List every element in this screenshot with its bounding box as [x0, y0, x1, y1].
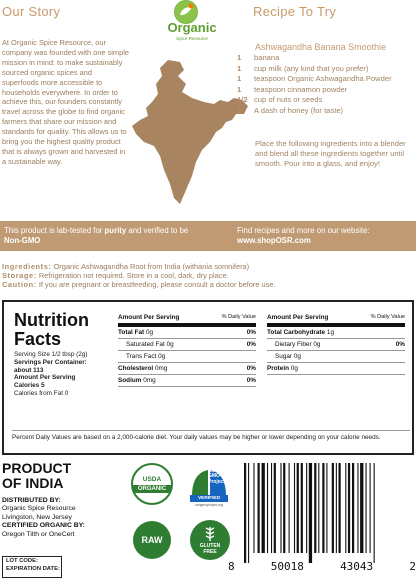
caution-label: Caution:: [2, 280, 37, 289]
raw-badge: [133, 521, 171, 559]
our-story-heading: Our Story: [2, 4, 61, 19]
product-origin-line1: PRODUCT: [2, 460, 72, 476]
barcode-bar: [248, 463, 249, 563]
col-dv: % Daily Value: [221, 314, 256, 320]
ingredient-qty: 1: [237, 63, 242, 73]
website-link[interactable]: www.shopOSR.com: [237, 236, 311, 245]
table-row: [118, 339, 256, 351]
table-header: [267, 314, 405, 327]
caution-line: [2, 280, 276, 289]
barcode: [236, 463, 412, 567]
certified-label: CERTIFIED ORGANIC BY:: [2, 522, 85, 530]
nutrition-title-line2: Facts: [14, 329, 62, 349]
ingredient-text: banana: [254, 53, 280, 62]
nutrient-name: [267, 341, 320, 348]
barcode-bar: [306, 463, 307, 553]
nutrient-label: Trans Fact: [126, 353, 157, 360]
nutrient-name: [118, 329, 153, 336]
table-row: [118, 351, 256, 363]
info-band: [0, 221, 416, 251]
servings-label: Servings Per Container:: [14, 358, 87, 366]
list-item: [237, 74, 415, 85]
purity-bold: purity: [104, 226, 127, 235]
nongmo-site: nongmoproject.org: [194, 503, 224, 507]
ingredient-text: A dash of honey (for taste): [254, 105, 344, 115]
storage-line: [2, 271, 229, 280]
col-dv: % Daily Value: [370, 314, 405, 320]
gf-line2: FREE: [203, 549, 217, 555]
nongmo-verified: VERIFIED: [197, 496, 221, 501]
barcode-digit-group: 43043: [340, 560, 374, 573]
nutrient-dv: 0%: [246, 341, 256, 348]
usda-organic-text: ORGANIC: [133, 485, 171, 493]
col-header: Amount Per Serving: [267, 314, 329, 321]
nutrient-amount: 0g: [145, 329, 154, 336]
calories: Calories 5: [14, 382, 45, 390]
barcode-bar: [370, 463, 371, 553]
list-item: [237, 64, 415, 75]
nutrient-dv: 0%: [246, 365, 256, 372]
list-item: [237, 106, 415, 117]
barcode-bar: [345, 463, 346, 553]
usda-text: USDA: [142, 475, 162, 483]
table-row: [267, 327, 405, 339]
barcode-bar: [339, 463, 341, 553]
ingredient-text: teaspoon Organic Ashwagandha Powder: [254, 74, 392, 84]
nutrient-label: Dietary Fiber: [275, 341, 312, 348]
product-origin-line2: OF INDIA: [2, 475, 64, 491]
purity-text: This product is lab-tested for: [4, 226, 105, 235]
nutrient-amount: 0g: [158, 353, 166, 360]
ingredient-qty: 1/2: [237, 95, 248, 105]
barcode-bar: [297, 463, 299, 553]
distributor-location: Livingston, New Jersey: [2, 513, 72, 521]
nongmo-line2: GMO: [208, 473, 220, 480]
nutrient-name: [267, 353, 301, 360]
barcode-bar: [366, 463, 367, 553]
barcode-bar: [258, 463, 260, 553]
barcode-bar: [318, 463, 319, 553]
nutrient-label: Protein: [267, 365, 290, 372]
ingredient-qty: 1: [237, 105, 242, 115]
nutrient-amount: 0mg: [143, 377, 156, 384]
gf-line1: GLUTEN: [199, 543, 221, 549]
barcode-digit-group: 8: [228, 560, 235, 573]
our-story-text: At Organic Spice Resource, our company was founded with one simple mission in mind: to make sustainably sourced organic spices and superfoods more accessible to households everywhere. In order to achieve this, our founders constantly travel across the globe to find organic farmers that share our mission and standards for quality. This allows us to bring you the highest quality product that is always grown and harvested in a sustainable way.: [2, 38, 129, 166]
barcode-bar: [348, 463, 350, 553]
nutrient-label: Total Fat: [118, 329, 145, 336]
barcode-bar: [289, 463, 290, 553]
ingredient-text: teaspoon cinnamon powder: [254, 84, 348, 94]
barcode-digit-group: 50018: [270, 560, 304, 573]
ingredient-qty: 1: [237, 84, 242, 94]
list-item: [237, 53, 415, 64]
nutrient-label: Saturated Fat: [126, 341, 165, 348]
barcode-bar: [336, 463, 337, 553]
distributor-name: Organic Spice Resource: [2, 505, 76, 513]
usda-organic-badge: [131, 463, 173, 505]
brand-tagline: Spice Resource: [176, 36, 208, 41]
table-row: [118, 327, 256, 339]
info-panel: [0, 0, 416, 215]
nutrient-label: Total Carbohydrate: [267, 329, 326, 336]
nutrient-name: [267, 329, 334, 336]
wheat-icon: [201, 525, 219, 543]
barcode-digit-group: 2: [409, 560, 416, 573]
barcode-bar: [274, 463, 276, 553]
barcode-bar: [326, 463, 327, 553]
nongmo-line1: NON: [208, 468, 220, 474]
website-note: [237, 226, 415, 246]
daily-value-footnote: Percent Daily Values are based on a 2,000-calorie diet. Your daily values may be higher or lower depending on your calorie needs.: [12, 430, 410, 442]
barcode-bar: [280, 463, 281, 553]
table-row: [118, 375, 256, 387]
nutrient-table-left: [118, 314, 256, 387]
ingredients-line: [2, 262, 249, 271]
barcode-bar: [309, 463, 312, 563]
amount-label: Amount Per Serving: [14, 374, 76, 382]
nutrient-name: [118, 365, 167, 372]
brand-logo: [152, 0, 232, 50]
servings-value: about 113: [14, 366, 44, 374]
storage-label: Storage:: [2, 271, 37, 280]
table-header: [118, 314, 256, 327]
ingredients-text: Organic Ashwagandha Root from India (withania somnifera): [53, 262, 250, 271]
non-gmo-bold: Non-GMO: [4, 236, 41, 245]
nutrient-name: [118, 341, 174, 348]
barcode-bar: [314, 463, 316, 553]
nutrient-label: Sugar: [275, 353, 293, 360]
purity-text-mid: and verified to be: [126, 226, 189, 235]
barcode-bar: [283, 463, 285, 553]
nutrient-amount: 0g: [293, 353, 301, 360]
website-text: Find recipes and more on our website:: [237, 226, 370, 235]
nutrient-amount: 0g: [166, 341, 174, 348]
ingredients-label: Ingredients:: [2, 262, 52, 271]
gluten-free-badge: [190, 520, 230, 560]
brand-name: Organic: [167, 20, 217, 35]
serving-info: [14, 351, 116, 398]
barcode-bar: [301, 463, 303, 553]
nutrient-dv: 0%: [395, 341, 405, 348]
raw-text: RAW: [141, 535, 163, 545]
non-gmo-badge: [188, 466, 230, 507]
ingredient-qty: 1: [237, 53, 242, 62]
barcode-bar: [271, 463, 272, 553]
barcode-bar: [253, 463, 254, 553]
barcode-bar: [267, 463, 268, 553]
nutrient-amount: 0mg: [154, 365, 168, 372]
table-row: [267, 351, 405, 363]
product-origin: [2, 461, 71, 491]
nutrition-facts-panel: [2, 300, 414, 455]
nutrient-amount: 1g: [326, 329, 335, 336]
ingredient-text: cup milk (any kind that you prefer): [254, 63, 369, 73]
nutrition-title-line1: Nutrition: [14, 310, 89, 330]
nutrient-amount: 0g: [290, 365, 298, 372]
recipe-title: Ashwagandha Banana Smoothie: [255, 42, 387, 52]
list-item: [237, 85, 415, 96]
recipe-method: Place the following ingredients into a blender and blend all these ingredients together until smooth. Pour into a glass, and enjoy!: [255, 139, 406, 169]
nutrition-title: [14, 311, 89, 349]
serving-size: Serving Size 1/2 tbsp (2g): [14, 351, 88, 358]
barcode-bar: [262, 463, 265, 553]
barcode-bar: [374, 463, 375, 563]
barcode-bar: [244, 463, 246, 563]
lot-code-box: [2, 556, 62, 578]
list-item: [237, 95, 415, 106]
table-row: [267, 339, 405, 351]
ingredient-list: [237, 53, 415, 117]
nutrient-dv: 0%: [246, 377, 256, 384]
calories-from-fat: Calories from Fat 0: [14, 389, 69, 397]
recipe-heading: Recipe To Try: [253, 4, 337, 19]
certifier-name: Oregon Tilth or OneCert: [2, 530, 75, 538]
table-row: [267, 363, 405, 375]
distributor-info: [2, 497, 127, 539]
nongmo-line3: Project: [208, 478, 225, 485]
storage-text: Refrigeration not required. Store in a cool, dark, dry place.: [38, 271, 229, 280]
ingredient-text: cup of nuts or seeds: [254, 95, 323, 105]
nutrient-table-right: [267, 314, 405, 375]
caution-text: If you are pregnant or breastfeeding, please consult a doctor before use.: [38, 280, 276, 289]
nutrient-name: [267, 365, 298, 372]
barcode-bar: [322, 463, 324, 553]
nutrient-label: Sodium: [118, 377, 142, 384]
nutrient-amount: 0g: [313, 341, 321, 348]
barcode-bar: [357, 463, 358, 553]
nutrient-name: [118, 353, 165, 360]
barcode-bar: [294, 463, 295, 553]
barcode-bar: [332, 463, 334, 553]
expiration-label: EXPIRATION DATE:: [6, 566, 60, 572]
nutrient-name: [118, 377, 156, 384]
nutrient-dv: 0%: [246, 329, 256, 336]
table-row: [118, 363, 256, 375]
distributed-label: DISTRIBUTED BY:: [2, 497, 61, 504]
ingredient-qty: 1: [237, 74, 242, 84]
barcode-bar: [360, 463, 363, 553]
purity-note: [4, 226, 204, 246]
lot-code-label: LOT CODE:: [6, 558, 38, 564]
nutrient-label: Cholesterol: [118, 365, 154, 372]
barcode-digits: [228, 560, 416, 573]
barcode-bar: [352, 463, 354, 553]
india-map-icon: [130, 58, 252, 210]
col-header: Amount Per Serving: [118, 314, 180, 321]
